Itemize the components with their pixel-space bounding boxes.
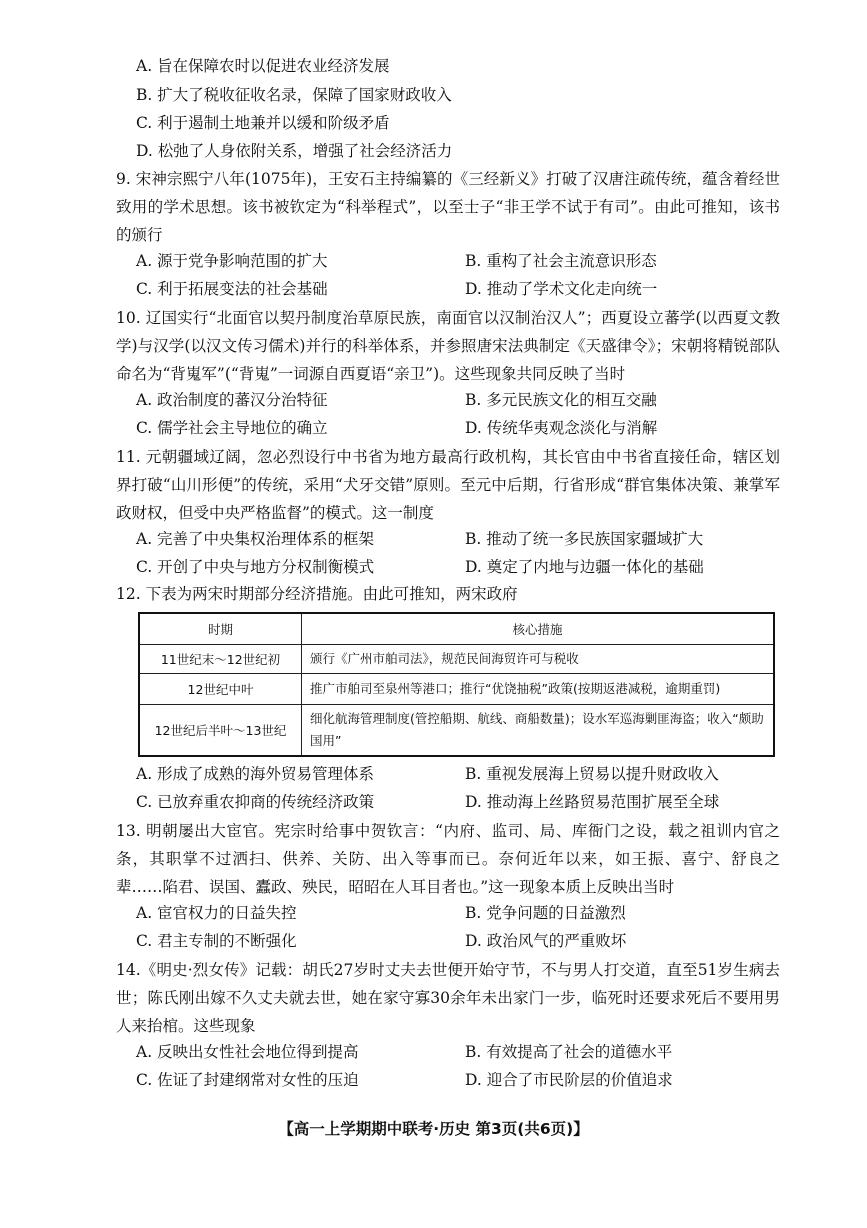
q13-option-d: D. 政治风气的严重败坏 <box>465 932 627 950</box>
table-cell-measure: 颁行《广州市舶司法》，规范民间海贸许可与税收 <box>302 645 775 674</box>
table-row <box>139 705 774 757</box>
q9-stem: 9. 宋神宗熙宁八年(1075年)，王安石主持编纂的《三经新义》打破了汉唐注疏传统，蕴含着经世致用的学术思想。该书被钦定为“科举程式”，以至士子“非王学不试于有司”。由此可推知，该书的颁行 <box>116 170 780 244</box>
q13-option-b: B. 党争问题的日益激烈 <box>465 904 626 922</box>
q11-option-a: A. 完善了中央集权治理体系的框架 <box>136 530 375 548</box>
q14-stem: 14.《明史·烈女传》记载：胡氏27岁时丈夫去世便开始守节，不与男人打交道，直至51岁生病去世；陈氏刚出嫁不久丈夫就去世，她在家守寡30余年未出家门一步，临死时还要求死后不要用男人来抬棺。这些现象 <box>116 961 780 1035</box>
q14-option-b: B. 有效提高了社会的道德水平 <box>465 1043 673 1061</box>
q9-option-c: C. 利于拓展变法的社会基础 <box>136 280 328 298</box>
q11-stem: 11. 元朝疆域辽阔，忽必烈设行中书省为地方最高行政机构，其长官由中书省直接任命，辖区划界打破“山川形便”的传统，采用“犬牙交错”原则。至元中后期，行省形成“群官集体决策、兼掌军政财权，但受中央严格监督”的模式。这一制度 <box>116 448 780 522</box>
table-cell-period: 12世纪后半叶～13世纪 <box>139 705 302 757</box>
q11-option-c: C. 开创了中央与地方分权制衡模式 <box>136 558 375 576</box>
q14-option-a: A. 反映出女性社会地位得到提高 <box>136 1043 359 1061</box>
q11-option-d: D. 奠定了内地与边疆一体化的基础 <box>465 558 704 576</box>
table-header-period: 时期 <box>139 613 302 645</box>
table-cell-measure: 推广市舶司至泉州等港口；推行“优饶抽税”政策(按期返港减税，逾期重罚) <box>302 674 775 705</box>
q14-option-d: D. 迎合了市民阶层的价值追求 <box>465 1071 673 1089</box>
table-cell-period: 12世纪中叶 <box>139 674 302 705</box>
page-footer: 【高一上学期期中联考·历史 第3页(共6页)】 <box>278 1120 589 1138</box>
table-row <box>139 645 774 674</box>
q11-option-b: B. 推动了统一多民族国家疆域扩大 <box>465 530 704 548</box>
q9-option-d: D. 推动了学术文化走向统一 <box>465 280 658 298</box>
q8-option-d: D. 松弛了人身依附关系，增强了社会经济活力 <box>136 142 453 160</box>
q8-option-a: A. 旨在保障农时以促进农业经济发展 <box>136 57 390 75</box>
q13-stem: 13. 明朝屡出大宦官。宪宗时给事中贺钦言：“内府、监司、局、库衙门之设，载之祖训内官之条，其职掌不过洒扫、供养、关防、出入等事而已。奈何近年以来，如王振、喜宁、舒良之辈……陷君、误国、蠹政、殃民，昭昭在人耳目者也。”这一现象本质上反映出当时 <box>116 822 780 896</box>
q13-option-a: A. 宦官权力的日益失控 <box>136 904 297 922</box>
economic-measures-table <box>138 612 775 757</box>
q14-option-c: C. 佐证了封建纲常对女性的压迫 <box>136 1071 359 1089</box>
q10-option-b: B. 多元民族文化的相互交融 <box>465 391 657 409</box>
q12-option-d: D. 推动海上丝路贸易范围扩展至全球 <box>465 793 720 811</box>
q10-option-c: C. 儒学社会主导地位的确立 <box>136 419 328 437</box>
q8-option-c: C. 利于遏制土地兼并以缓和阶级矛盾 <box>136 114 390 132</box>
q10-option-d: D. 传统华夷观念淡化与消解 <box>465 419 658 437</box>
table-cell-period: 11世纪末～12世纪初 <box>139 645 302 674</box>
q10-stem: 10. 辽国实行“北面官以契丹制度治草原民族，南面官以汉制治汉人”；西夏设立蕃学(以西夏文教学)与汉学(以汉文传习儒术)并行的科举体系，并参照唐宋法典制定《天盛律令》；宋朝将精锐部队命名为“背嵬军”(“背嵬”一词源自西夏语“亲卫”)。这些现象共同反映了当时 <box>116 309 780 383</box>
q12-option-b: B. 重视发展海上贸易以提升财政收入 <box>465 765 719 783</box>
q9-option-b: B. 重构了社会主流意识形态 <box>465 252 657 270</box>
table-cell-measure: 细化航海管理制度(管控船期、航线、商船数量)；设水军巡海剿匪海盗；收入“颇助国用” <box>302 705 775 757</box>
table-header-measure: 核心措施 <box>302 613 775 645</box>
table-row <box>139 674 774 705</box>
q13-option-c: C. 君主专制的不断强化 <box>136 932 297 950</box>
q10-option-a: A. 政治制度的蕃汉分治特征 <box>136 391 328 409</box>
q12-option-a: A. 形成了成熟的海外贸易管理体系 <box>136 765 375 783</box>
q12-stem: 12. 下表为两宋时期部分经济措施。由此可推知，两宋政府 <box>116 585 518 603</box>
q9-option-a: A. 源于党争影响范围的扩大 <box>136 252 328 270</box>
q12-option-c: C. 已放弃重农抑商的传统经济政策 <box>136 793 375 811</box>
q8-option-b: B. 扩大了税收征收名录，保障了国家财政收入 <box>136 86 452 104</box>
